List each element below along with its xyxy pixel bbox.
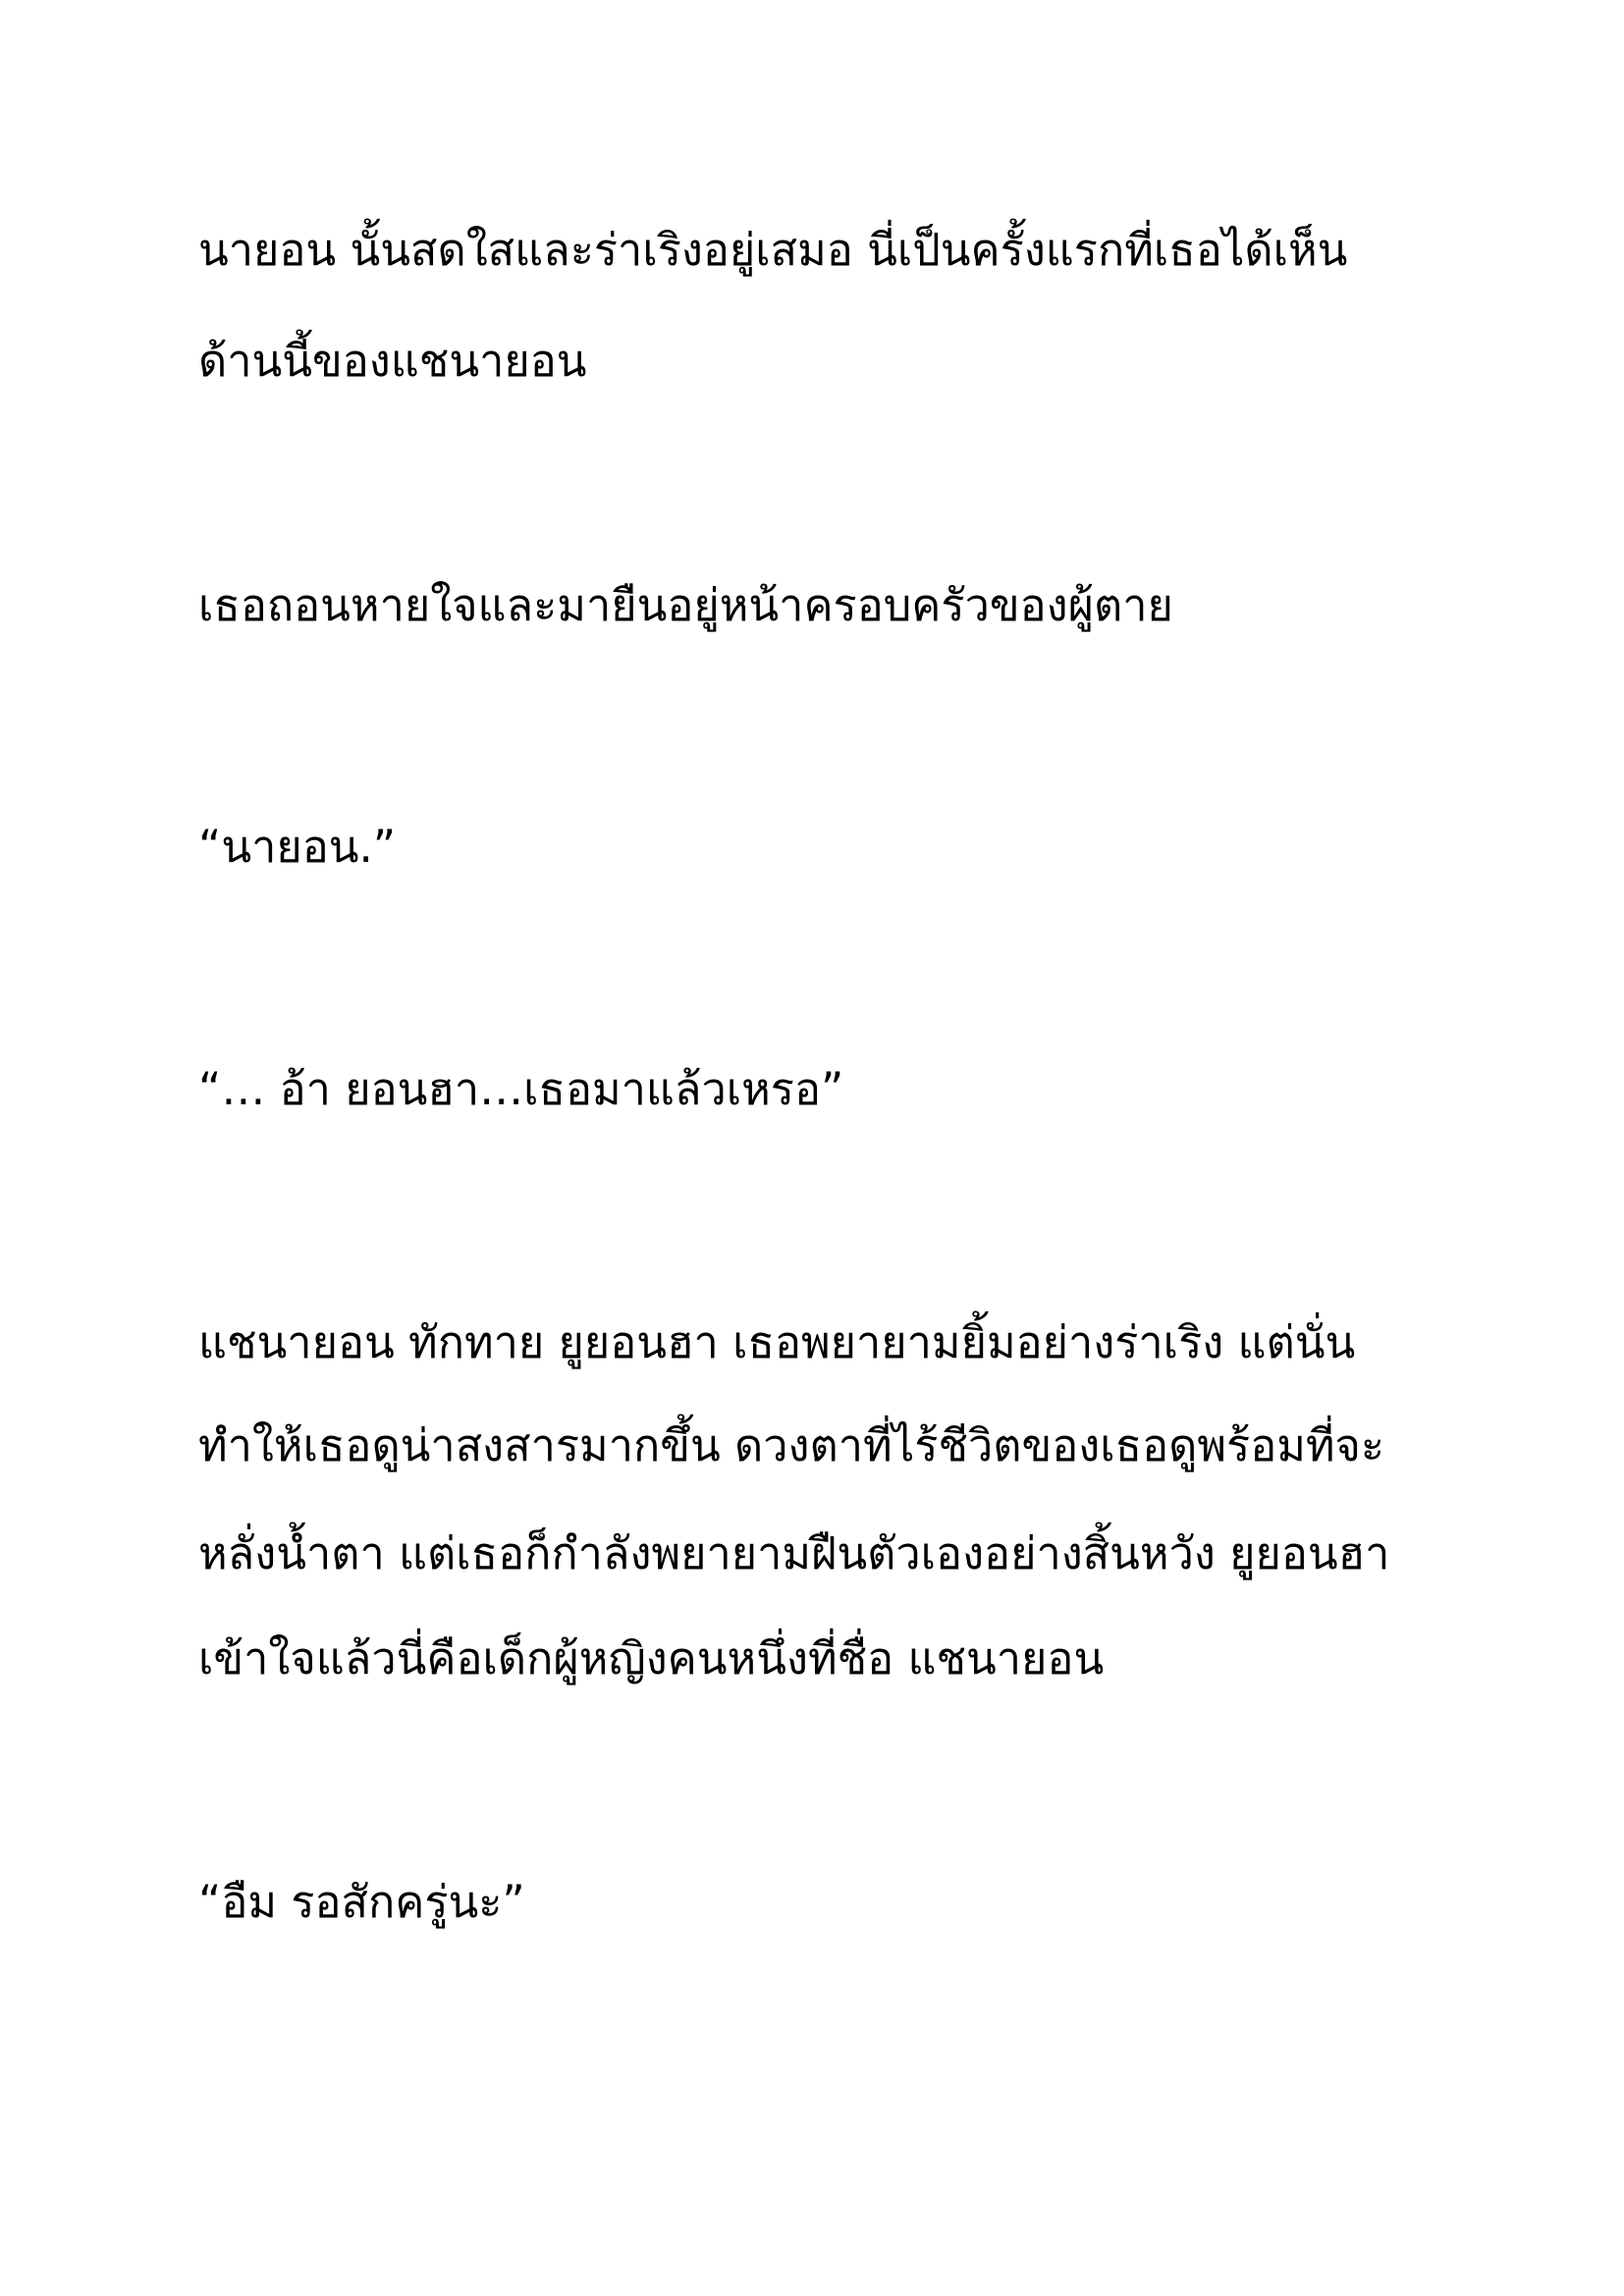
paragraph-5-line-4: เข้าใจแล้วนี่คือเด็กผู้หญิงคนหนึ่งที่ชื่อ แชนายอน bbox=[198, 1632, 1105, 1684]
paragraph-1-line-2: ด้านนี้ของแชนายอน bbox=[198, 335, 587, 387]
paragraph-6-line-1: “อืม รอสักครู่นะ” bbox=[198, 1876, 525, 1928]
paragraph-1-line-1: นายอน นั้นสดใสและร่าเริงอยู่เสมอ นี่เป็นครั้งแรกที่เธอได้เห็น bbox=[198, 224, 1348, 276]
paragraph-4-line-1: “… อ้า ยอนฮา…เธอมาแล้วเหรอ” bbox=[198, 1063, 844, 1115]
paragraph-2-line-1: เธอถอนหายใจและมายืนอยู่หน้าครอบครัวของผู้ตาย bbox=[198, 579, 1173, 631]
paragraph-3-line-1: “นายอน.” bbox=[198, 821, 397, 873]
paragraph-5-line-3: หลั่งน้ำตา แต่เธอก็กำลังพยายามฝืนตัวเองอย่างสิ้นหวัง ยูยอนฮา bbox=[198, 1527, 1390, 1579]
paragraph-5-line-1: แชนายอน ทักทาย ยูยอนฮา เธอพยายามยิ้มอย่างร่าเริง แต่นั่น bbox=[198, 1316, 1356, 1368]
paragraph-5-line-2: ทำให้เธอดูน่าสงสารมากขึ้น ดวงตาที่ไร้ชีวิตของเธอดูพร้อมที่จะ bbox=[198, 1419, 1385, 1471]
